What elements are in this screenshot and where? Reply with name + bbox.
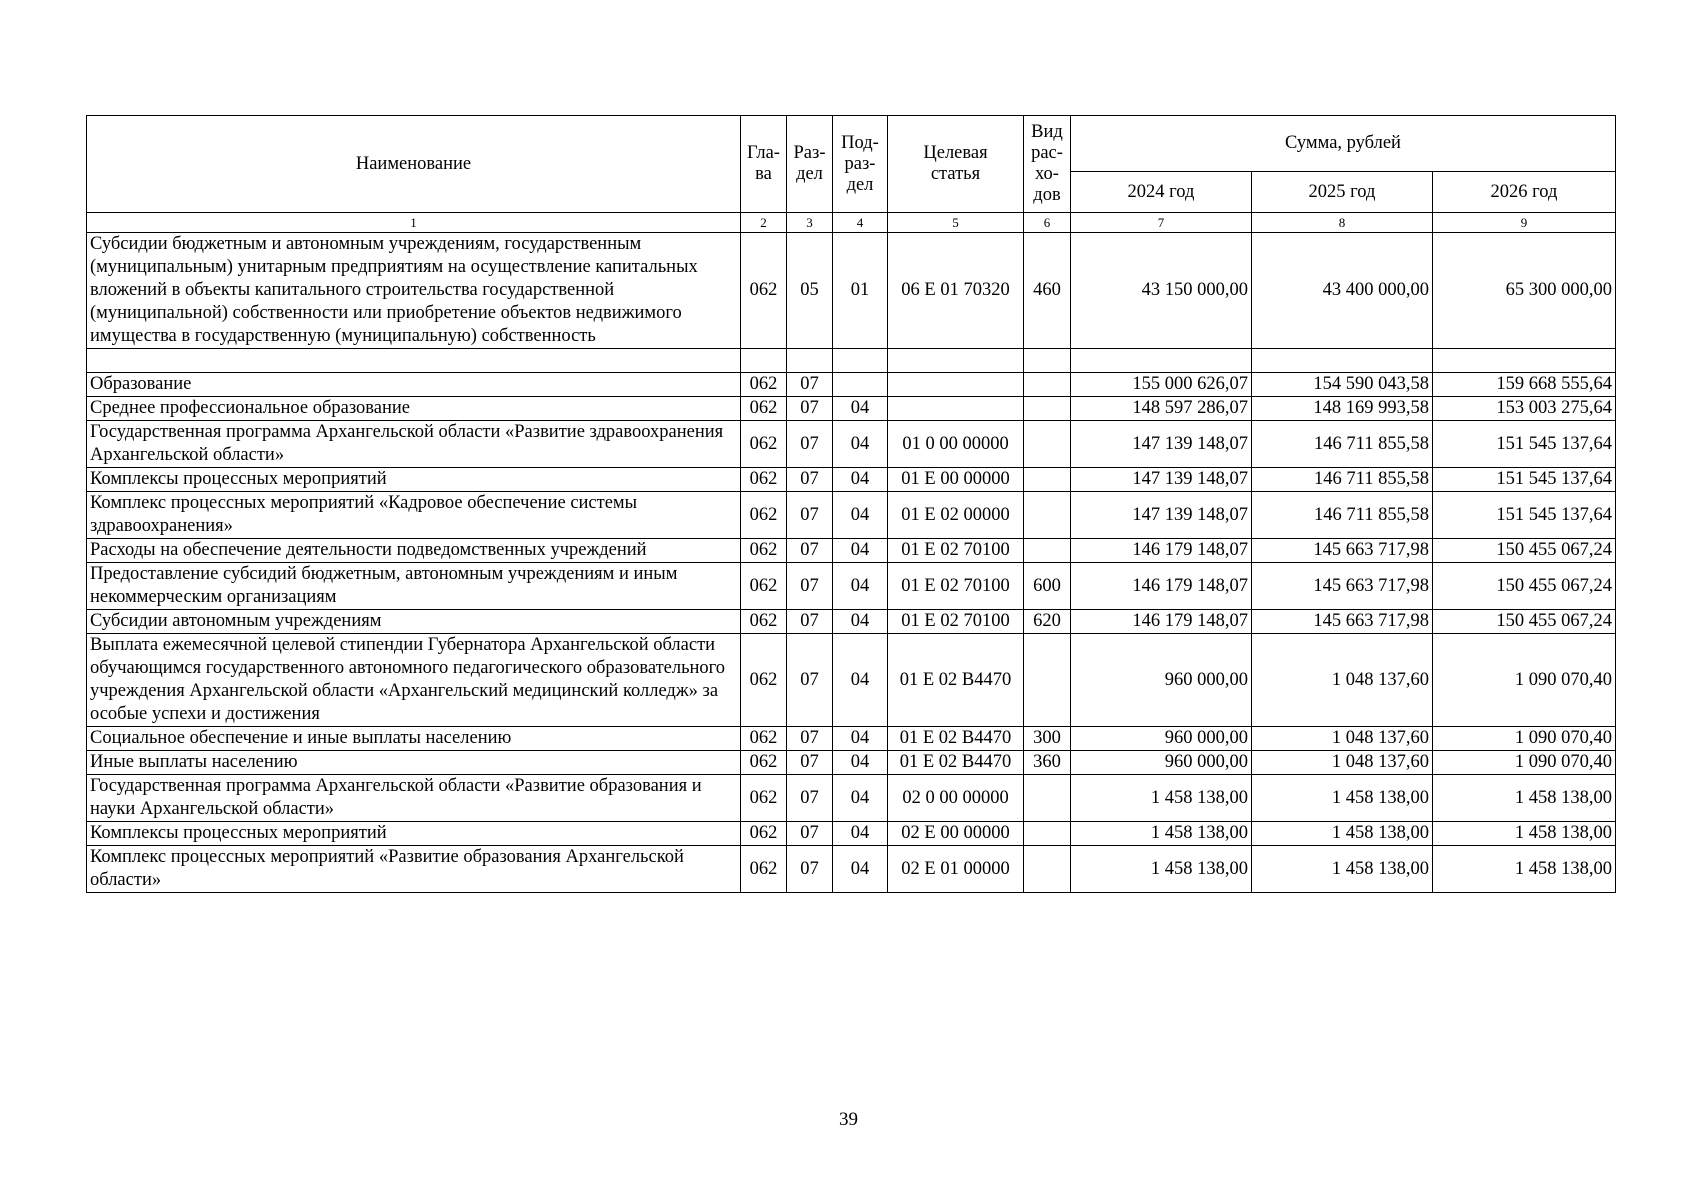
row-name: Комплекс процессных мероприятий «Кадровое обеспечение системы здравоохранения» (87, 492, 741, 539)
row-expense-type: 460 (1024, 233, 1071, 349)
row-expense-type (1024, 539, 1071, 563)
table-row (87, 468, 1616, 492)
row-target-article: 06 Е 01 70320 (888, 233, 1024, 349)
row-section: 07 (787, 421, 833, 468)
row-amount-2024: 146 179 148,07 (1071, 563, 1252, 610)
row-amount-2026: 1 090 070,40 (1433, 751, 1616, 775)
row-name: Комплекс процессных мероприятий «Развитие образования Архангельской области» (87, 846, 741, 893)
row-chapter: 062 (741, 610, 787, 634)
row-amount-2025: 1 048 137,60 (1252, 727, 1433, 751)
row-amount-2025: 145 663 717,98 (1252, 610, 1433, 634)
row-amount-2026: 159 668 555,64 (1433, 373, 1616, 397)
column-number: 9 (1433, 213, 1616, 233)
row-subsection: 04 (833, 492, 888, 539)
table-body (87, 213, 1616, 893)
row-amount-2024: 960 000,00 (1071, 751, 1252, 775)
table-row (87, 539, 1616, 563)
row-amount-2026: 151 545 137,64 (1433, 468, 1616, 492)
column-number: 4 (833, 213, 888, 233)
row-name: Субсидии бюджетным и автономным учреждениям, государственным (муниципальным) унитарным предприятиям на осуществление капитальных вложений в объекты капитального строительства государственной (муниципальной) собственности или приобретение объектов недвижимого имущества в государственную (муниципальную) собственность (87, 233, 741, 349)
row-expense-type (1024, 397, 1071, 421)
row-name: Социальное обеспечение и иные выплаты населению (87, 727, 741, 751)
row-target-article: 01 Е 02 В4470 (888, 751, 1024, 775)
row-amount-2025: 1 458 138,00 (1252, 775, 1433, 822)
row-chapter: 062 (741, 233, 787, 349)
row-target-article: 01 Е 02 70100 (888, 610, 1024, 634)
header-target-article (888, 116, 1024, 213)
header-sum: Сумма, рублей (1071, 116, 1616, 172)
row-section: 07 (787, 539, 833, 563)
column-number: 1 (87, 213, 741, 233)
row-section: 07 (787, 397, 833, 421)
row-target-article: 02 Е 01 00000 (888, 846, 1024, 893)
row-target-article (888, 349, 1024, 373)
column-number-row (87, 213, 1616, 233)
row-chapter: 062 (741, 468, 787, 492)
budget-table (86, 115, 1616, 893)
row-amount-2025: 1 048 137,60 (1252, 634, 1433, 727)
row-amount-2025: 1 458 138,00 (1252, 822, 1433, 846)
row-name: Комплексы процессных мероприятий (87, 822, 741, 846)
table-row (87, 563, 1616, 610)
row-section: 07 (787, 468, 833, 492)
row-target-article: 01 Е 02 70100 (888, 563, 1024, 610)
row-chapter: 062 (741, 373, 787, 397)
row-amount-2026: 153 003 275,64 (1433, 397, 1616, 421)
row-expense-type (1024, 634, 1071, 727)
table-row (87, 492, 1616, 539)
row-amount-2024: 146 179 148,07 (1071, 539, 1252, 563)
row-subsection: 04 (833, 822, 888, 846)
header-year-2024: 2024 год (1071, 172, 1252, 213)
row-amount-2025: 1 458 138,00 (1252, 846, 1433, 893)
row-target-article: 01 Е 02 00000 (888, 492, 1024, 539)
row-subsection: 04 (833, 751, 888, 775)
row-subsection: 04 (833, 727, 888, 751)
row-expense-type: 300 (1024, 727, 1071, 751)
row-name: Расходы на обеспечение деятельности подведомственных учреждений (87, 539, 741, 563)
table-header (87, 116, 1616, 213)
row-amount-2026: 1 458 138,00 (1433, 775, 1616, 822)
row-section: 07 (787, 751, 833, 775)
row-target-article: 01 0 00 00000 (888, 421, 1024, 468)
row-amount-2024: 43 150 000,00 (1071, 233, 1252, 349)
row-chapter: 062 (741, 539, 787, 563)
column-number: 2 (741, 213, 787, 233)
column-number: 8 (1252, 213, 1433, 233)
row-subsection: 04 (833, 775, 888, 822)
row-name: Выплата ежемесячной целевой стипендии Губернатора Архангельской области обучающимся государственного автономного педагогического образовательного учреждения Архангельской области «Архангельский медицинский колледж» за особые успехи и достижения (87, 634, 741, 727)
row-subsection (833, 349, 888, 373)
row-amount-2024: 960 000,00 (1071, 727, 1252, 751)
row-amount-2026: 1 458 138,00 (1433, 846, 1616, 893)
row-amount-2026: 150 455 067,24 (1433, 563, 1616, 610)
column-number: 7 (1071, 213, 1252, 233)
row-amount-2025: 146 711 855,58 (1252, 492, 1433, 539)
row-chapter: 062 (741, 421, 787, 468)
row-subsection: 04 (833, 563, 888, 610)
row-section: 07 (787, 727, 833, 751)
row-amount-2025: 148 169 993,58 (1252, 397, 1433, 421)
row-amount-2025 (1252, 349, 1433, 373)
row-subsection: 01 (833, 233, 888, 349)
row-section: 07 (787, 373, 833, 397)
row-chapter: 062 (741, 822, 787, 846)
row-name: Государственная программа Архангельской области «Развитие образования и науки Архангельской области» (87, 775, 741, 822)
row-chapter: 062 (741, 634, 787, 727)
table-row (87, 610, 1616, 634)
row-expense-type (1024, 373, 1071, 397)
header-subsection-label: Под- раз- дел (841, 132, 879, 195)
header-year-2026: 2026 год (1433, 172, 1616, 213)
spacer-row (87, 349, 1616, 373)
row-amount-2026: 1 458 138,00 (1433, 822, 1616, 846)
row-amount-2025: 154 590 043,58 (1252, 373, 1433, 397)
row-expense-type: 600 (1024, 563, 1071, 610)
row-target-article: 01 Е 02 В4470 (888, 634, 1024, 727)
row-subsection: 04 (833, 421, 888, 468)
table-row (87, 751, 1616, 775)
row-section: 07 (787, 563, 833, 610)
column-number: 5 (888, 213, 1024, 233)
row-name: Государственная программа Архангельской области «Развитие здравоохранения Архангельской области» (87, 421, 741, 468)
row-section: 07 (787, 610, 833, 634)
row-section: 07 (787, 775, 833, 822)
header-chapter-label: Гла- ва (747, 143, 780, 184)
row-section (787, 349, 833, 373)
row-name: Предоставление субсидий бюджетным, автономным учреждениям и иным некоммерческим организациям (87, 563, 741, 610)
row-amount-2024: 148 597 286,07 (1071, 397, 1252, 421)
row-chapter: 062 (741, 846, 787, 893)
row-expense-type (1024, 822, 1071, 846)
row-name: Образование (87, 373, 741, 397)
row-chapter (741, 349, 787, 373)
header-subsection (833, 116, 888, 213)
row-section: 07 (787, 634, 833, 727)
table-row (87, 727, 1616, 751)
row-section: 05 (787, 233, 833, 349)
row-amount-2026: 150 455 067,24 (1433, 539, 1616, 563)
column-number: 3 (787, 213, 833, 233)
table-row (87, 421, 1616, 468)
row-amount-2026: 150 455 067,24 (1433, 610, 1616, 634)
row-target-article (888, 397, 1024, 421)
row-amount-2024: 147 139 148,07 (1071, 421, 1252, 468)
header-section (787, 116, 833, 213)
row-expense-type (1024, 492, 1071, 539)
row-chapter: 062 (741, 563, 787, 610)
row-expense-type: 360 (1024, 751, 1071, 775)
table-row (87, 634, 1616, 727)
row-section: 07 (787, 492, 833, 539)
table-row (87, 822, 1616, 846)
row-amount-2024: 1 458 138,00 (1071, 846, 1252, 893)
header-name: Наименование (87, 116, 741, 213)
row-amount-2024: 960 000,00 (1071, 634, 1252, 727)
row-target-article (888, 373, 1024, 397)
row-amount-2026: 1 090 070,40 (1433, 727, 1616, 751)
row-amount-2024: 147 139 148,07 (1071, 468, 1252, 492)
row-amount-2026: 65 300 000,00 (1433, 233, 1616, 349)
row-subsection: 04 (833, 397, 888, 421)
header-section-label: Раз- дел (793, 143, 826, 184)
row-target-article: 02 0 00 00000 (888, 775, 1024, 822)
row-section: 07 (787, 822, 833, 846)
row-chapter: 062 (741, 775, 787, 822)
row-subsection: 04 (833, 539, 888, 563)
row-subsection (833, 373, 888, 397)
header-chapter (741, 116, 787, 213)
row-name: Иные выплаты населению (87, 751, 741, 775)
row-subsection: 04 (833, 634, 888, 727)
row-target-article: 01 Е 02 В4470 (888, 727, 1024, 751)
row-amount-2026 (1433, 349, 1616, 373)
row-amount-2024: 155 000 626,07 (1071, 373, 1252, 397)
row-chapter: 062 (741, 492, 787, 539)
row-subsection: 04 (833, 610, 888, 634)
row-expense-type (1024, 775, 1071, 822)
row-subsection: 04 (833, 846, 888, 893)
row-target-article: 02 Е 00 00000 (888, 822, 1024, 846)
row-expense-type (1024, 468, 1071, 492)
table-row (87, 397, 1616, 421)
row-name: Среднее профессиональное образование (87, 397, 741, 421)
row-amount-2025: 1 048 137,60 (1252, 751, 1433, 775)
page-number: 39 (839, 1109, 858, 1130)
row-amount-2025: 145 663 717,98 (1252, 563, 1433, 610)
row-subsection: 04 (833, 468, 888, 492)
header-expense-type (1024, 116, 1071, 213)
row-amount-2026: 151 545 137,64 (1433, 421, 1616, 468)
row-chapter: 062 (741, 727, 787, 751)
row-amount-2025: 43 400 000,00 (1252, 233, 1433, 349)
row-section: 07 (787, 846, 833, 893)
row-amount-2024: 1 458 138,00 (1071, 775, 1252, 822)
row-chapter: 062 (741, 397, 787, 421)
row-amount-2025: 146 711 855,58 (1252, 468, 1433, 492)
header-target-article-label: Целевая статья (923, 143, 988, 184)
row-amount-2026: 1 090 070,40 (1433, 634, 1616, 727)
row-amount-2024: 147 139 148,07 (1071, 492, 1252, 539)
table-row (87, 846, 1616, 893)
header-expense-type-label: Вид рас- хо- дов (1031, 122, 1063, 205)
table-row (87, 775, 1616, 822)
row-amount-2025: 146 711 855,58 (1252, 421, 1433, 468)
row-amount-2024 (1071, 349, 1252, 373)
row-expense-type (1024, 421, 1071, 468)
table-row (87, 233, 1616, 349)
row-expense-type: 620 (1024, 610, 1071, 634)
row-amount-2024: 1 458 138,00 (1071, 822, 1252, 846)
row-amount-2026: 151 545 137,64 (1433, 492, 1616, 539)
row-target-article: 01 Е 00 00000 (888, 468, 1024, 492)
row-amount-2024: 146 179 148,07 (1071, 610, 1252, 634)
header-year-2025: 2025 год (1252, 172, 1433, 213)
row-expense-type (1024, 349, 1071, 373)
row-chapter: 062 (741, 751, 787, 775)
row-name (87, 349, 741, 373)
row-name: Субсидии автономным учреждениям (87, 610, 741, 634)
row-expense-type (1024, 846, 1071, 893)
column-number: 6 (1024, 213, 1071, 233)
row-amount-2025: 145 663 717,98 (1252, 539, 1433, 563)
table-row (87, 373, 1616, 397)
row-target-article: 01 Е 02 70100 (888, 539, 1024, 563)
row-name: Комплексы процессных мероприятий (87, 468, 741, 492)
